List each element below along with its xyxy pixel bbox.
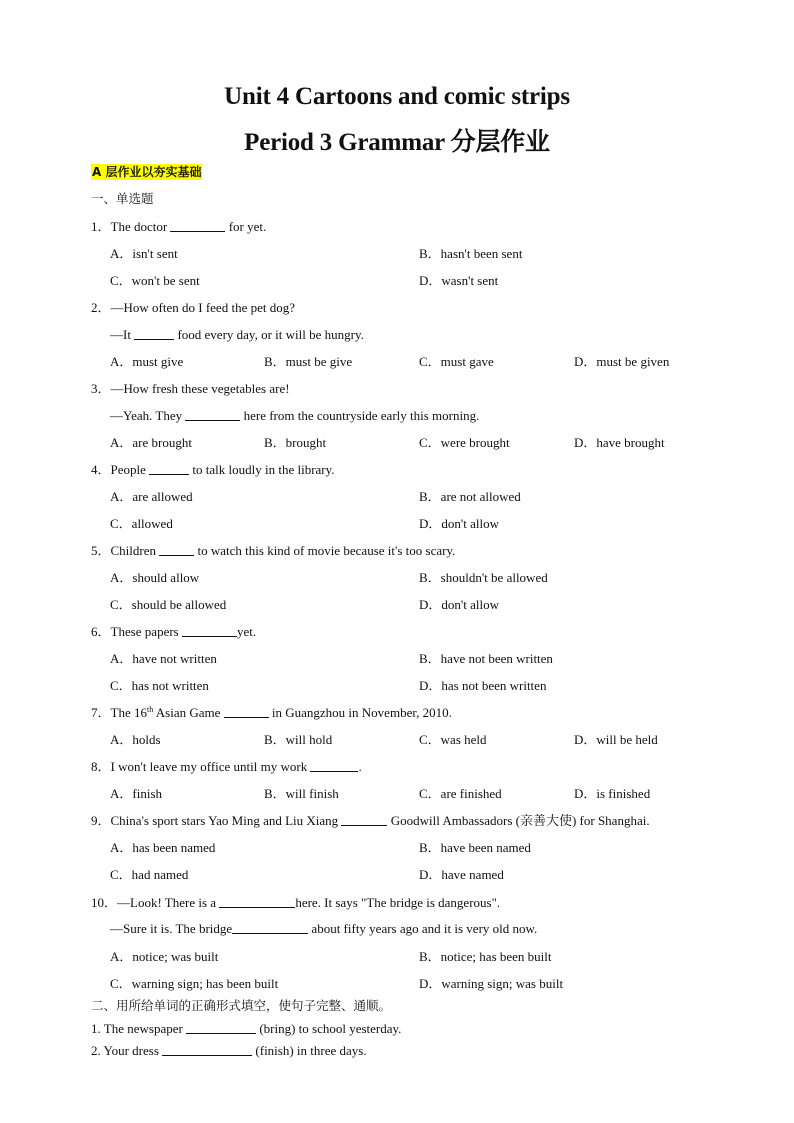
option-d[interactable]: D．have brought (574, 435, 665, 450)
question-4-stem: 4．People to talk loudly in the library. (91, 462, 335, 477)
option-d[interactable]: D．don't allow (419, 516, 499, 531)
question-1-stem: 1．The doctor for yet. (91, 219, 267, 234)
option-b[interactable]: B．notice; has been built (419, 949, 552, 964)
option-a[interactable]: A．isn't sent (110, 246, 178, 261)
option-d[interactable]: D．will be held (574, 732, 658, 747)
option-a[interactable]: A．notice; was built (110, 949, 219, 964)
option-b[interactable]: B．have been named (419, 840, 531, 855)
question-3-stem: 3．—How fresh these vegetables are! (91, 381, 290, 396)
answer-blank[interactable] (341, 813, 387, 826)
option-c[interactable]: C．are finished (419, 786, 502, 801)
answer-blank[interactable] (134, 327, 174, 340)
part1-heading: 一、单选题 (91, 191, 154, 206)
part2-heading: 二、用所给单词的正确形式填空，使句子完整、通顺。 (91, 998, 392, 1013)
option-c[interactable]: C．allowed (110, 516, 173, 531)
option-a[interactable]: A．holds (110, 732, 161, 747)
question-8-stem: 8．I won't leave my office until my work . (91, 759, 362, 774)
option-d[interactable]: D．has not been written (419, 678, 547, 693)
answer-blank[interactable] (224, 705, 269, 718)
option-d[interactable]: D．must be given (574, 354, 670, 369)
option-a[interactable]: A．should allow (110, 570, 200, 585)
question-2-line2: —It food every day, or it will be hungry. (110, 327, 364, 342)
question-9-stem: 9．China's sport stars Yao Ming and Liu Xiang Goodwill Ambassadors (亲善大使) for Shanghai. (91, 813, 650, 828)
option-d[interactable]: D．wasn't sent (419, 273, 499, 288)
option-b[interactable]: B．must be give (264, 354, 353, 369)
option-b[interactable]: B．shouldn't be allowed (419, 570, 548, 585)
question-5-stem: 5．Children to watch this kind of movie because it's too scary. (91, 543, 456, 558)
question-2-stem: 2．—How often do I feed the pet dog? (91, 300, 295, 315)
answer-blank[interactable] (159, 543, 194, 556)
option-a[interactable]: A．have not written (110, 651, 217, 666)
option-c[interactable]: C．were brought (419, 435, 510, 450)
option-d[interactable]: D．don't allow (419, 597, 499, 612)
option-c[interactable]: C．was held (419, 732, 487, 747)
question-6-stem: 6．These papers yet. (91, 624, 257, 639)
answer-blank[interactable] (149, 462, 189, 475)
option-a[interactable]: A．are allowed (110, 489, 193, 504)
option-d[interactable]: D．is finished (574, 786, 651, 801)
fill-item-2: 2. Your dress (finish) in three days. (91, 1043, 367, 1058)
option-c[interactable]: C．warning sign; has been built (110, 976, 279, 991)
option-b[interactable]: B．will hold (264, 732, 333, 747)
question-10-stem: 10．—Look! There is a here. It says "The bridge is dangerous". (91, 895, 501, 910)
answer-blank[interactable] (170, 219, 225, 232)
option-d[interactable]: D．have named (419, 867, 504, 882)
option-b[interactable]: B．will finish (264, 786, 339, 801)
option-c[interactable]: C．must gave (419, 354, 494, 369)
answer-blank[interactable] (185, 408, 240, 421)
question-7-stem: 7．The 16th Asian Game in Guangzhou in November, 2010. (91, 705, 452, 720)
option-c[interactable]: C．won't be sent (110, 273, 200, 288)
question-3-line2: —Yeah. They here from the countryside early this morning. (110, 408, 480, 423)
option-a[interactable]: A．are brought (110, 435, 192, 450)
option-c[interactable]: C．had named (110, 867, 189, 882)
option-b[interactable]: B．have not been written (419, 651, 553, 666)
page-subtitle: Period 3 Grammar 分层作业 (244, 129, 550, 156)
option-b[interactable]: B．hasn't been sent (419, 246, 523, 261)
question-10-line2: —Sure it is. The bridge about fifty years ago and it is very old now. (110, 921, 538, 936)
answer-blank[interactable] (219, 895, 295, 908)
answer-blank[interactable] (186, 1021, 256, 1034)
option-a[interactable]: A．must give (110, 354, 184, 369)
option-c[interactable]: C．has not written (110, 678, 209, 693)
option-b[interactable]: B．brought (264, 435, 327, 450)
section-a-label: A 层作业以夯实基础 (92, 165, 202, 179)
option-c[interactable]: C．should be allowed (110, 597, 227, 612)
option-a[interactable]: A．finish (110, 786, 163, 801)
fill-item-1: 1. The newspaper (bring) to school yesterday. (91, 1021, 402, 1036)
page-title: Unit 4 Cartoons and comic strips (224, 83, 570, 110)
answer-blank[interactable] (162, 1043, 252, 1056)
answer-blank[interactable] (232, 921, 308, 934)
answer-blank[interactable] (310, 759, 358, 772)
option-d[interactable]: D．warning sign; was built (419, 976, 564, 991)
option-a[interactable]: A．has been named (110, 840, 216, 855)
answer-blank[interactable] (182, 624, 237, 637)
option-b[interactable]: B．are not allowed (419, 489, 521, 504)
